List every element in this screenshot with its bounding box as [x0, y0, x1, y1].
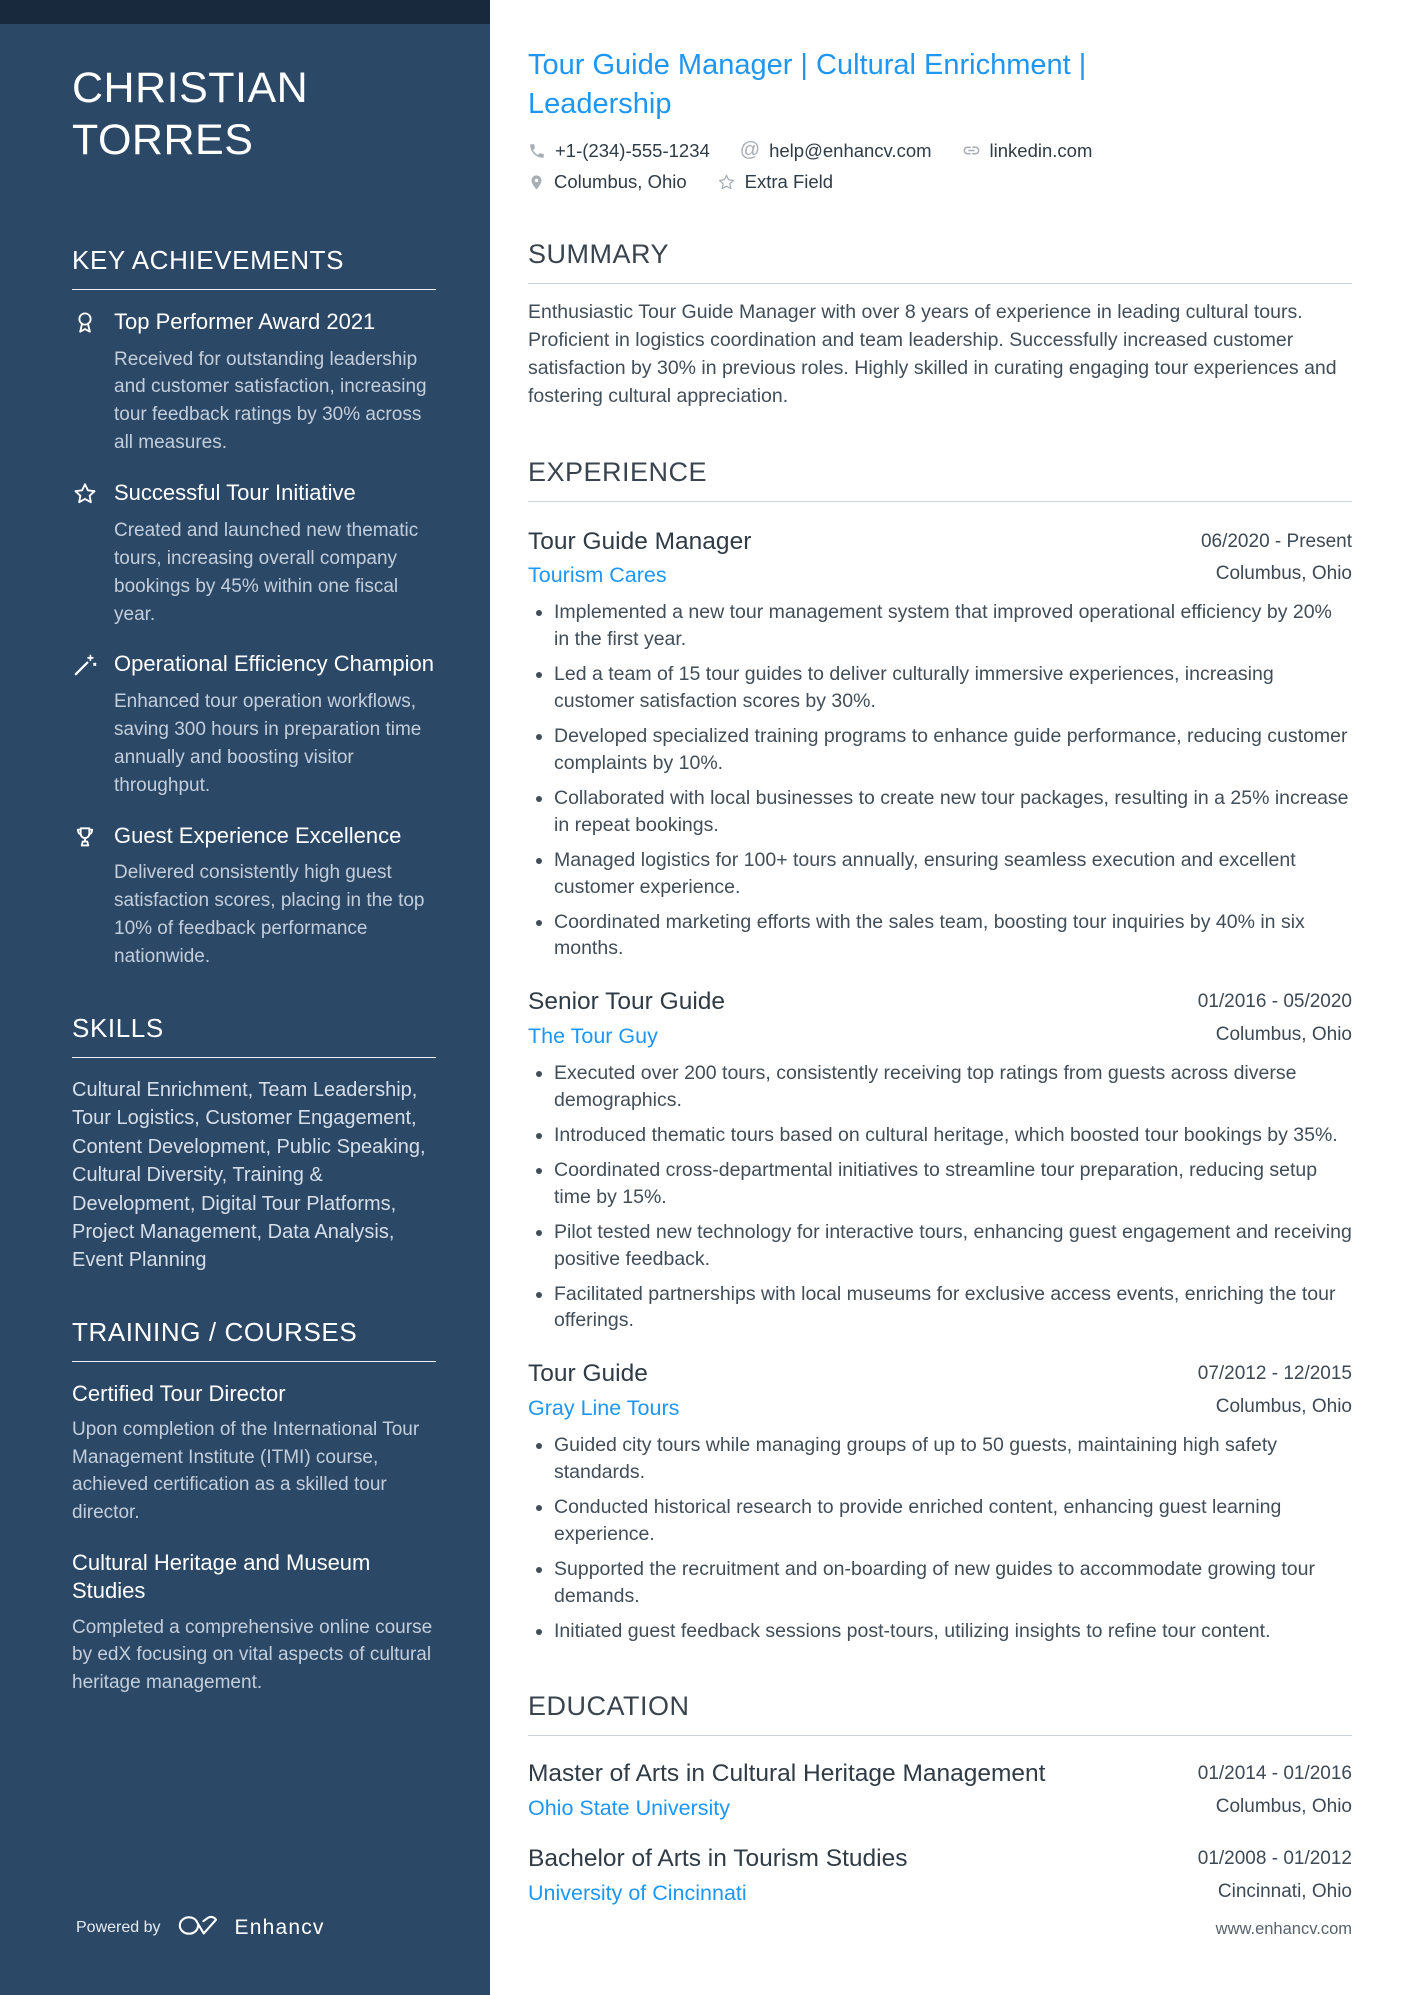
bullet-item: • Implemented a new tour management system that improved operational efficiency by 20% in the first year. [554, 599, 1352, 653]
job-dates: 07/2012 - 12/2015 [1197, 1363, 1352, 1385]
degree-dates: 01/2014 - 01/2016 [1197, 1762, 1352, 1784]
job-location: Columbus, Ohio [1215, 1024, 1352, 1046]
degree-title: Bachelor of Arts in Tourism Studies [528, 1844, 908, 1872]
course-title: Cultural Heritage and Museum Studies [72, 1549, 371, 1604]
job-dates: 01/2016 - 05/2020 [1197, 991, 1352, 1013]
course-desc: Completed a comprehensive online course by edX focusing on vital aspects of cultural heritage management. [72, 1616, 433, 1693]
contact-row-2 [528, 171, 1352, 193]
email-icon: @ [739, 139, 761, 162]
star-outline-icon [717, 173, 736, 192]
course-item [72, 1549, 436, 1697]
job-role: Senior Tour Guide [528, 988, 726, 1016]
bullet-list [528, 1432, 1352, 1644]
trophy-icon [72, 822, 99, 971]
school-location: Cincinnati, Ohio [1217, 1881, 1352, 1903]
location-contact[interactable] [528, 171, 687, 193]
enhancv-wordmark: Enhancv [234, 1916, 325, 1939]
linkedin-contact[interactable] [962, 140, 1093, 162]
job-entry [528, 986, 1352, 1334]
achievement-desc: Delivered consistently high guest satisfaction scores, placing in the top 10% of feedback performance nationwide. [114, 862, 425, 968]
skills-list: Cultural Enrichment, Team Leadership, Tour Logistics, Customer Engagement, Content Development, Public Speaking, Cultural Diversity, Training & Development, Digital Tour Platforms, Project Management, Data Analysis, Event Planning [72, 1079, 426, 1272]
job-company-link[interactable]: The Tour Guy [528, 1024, 658, 1049]
course-item [72, 1380, 436, 1527]
bullet-item: • Supported the recruitment and on-boarding of new guides to accommodate growing tour demands. [554, 1556, 1352, 1610]
bullet-item: • Led a team of 15 tour guides to deliver culturally immersive experiences, increasing customer satisfaction scores by 30%. [554, 661, 1352, 715]
job-role: Tour Guide [528, 1360, 648, 1388]
skills-title: SKILLS [72, 1013, 436, 1058]
achievement-item [72, 822, 436, 971]
education-section [528, 1691, 1352, 1907]
course-desc: Upon completion of the International Tour Management Institute (ITMI) course, achieved certification as a skilled tour director. [72, 1419, 420, 1523]
sidebar [0, 0, 490, 1995]
powered-by-label: Powered by [76, 1919, 161, 1936]
summary-heading: SUMMARY [528, 239, 1352, 284]
bullet-item: • Executed over 200 tours, consistently receiving top ratings from guests across diverse demographics. [554, 1060, 1352, 1114]
summary-section [528, 239, 1352, 411]
achievement-title: Top Performer Award 2021 [114, 308, 376, 334]
job-company-link[interactable]: Gray Line Tours [528, 1396, 680, 1421]
contact-row-1 [528, 139, 1352, 162]
sidebar-top-strip [0, 0, 490, 24]
key-achievements-section [72, 245, 436, 971]
link-icon [962, 141, 981, 160]
job-entry [528, 526, 1352, 963]
education-entry [528, 1843, 1352, 1906]
achievement-desc: Created and launched new thematic tours, increasing overall company bookings by 45% within one fiscal year. [114, 519, 419, 625]
achievement-item [72, 308, 436, 457]
candidate-name: CHRISTIAN TORRES [72, 64, 309, 165]
school-link[interactable]: University of Cincinnati [528, 1881, 747, 1906]
enhancv-website-link[interactable]: www.enhancv.com [1215, 1920, 1352, 1938]
main-content [490, 0, 1410, 1995]
achievement-title: Successful Tour Initiative [114, 480, 356, 506]
achievement-title: Operational Efficiency Champion [114, 651, 434, 677]
bullet-item: • Conducted historical research to provide enriched content, enhancing guest learning experience. [554, 1494, 1352, 1548]
phone-icon [528, 142, 546, 160]
location-text: Columbus, Ohio [554, 171, 687, 193]
experience-section [528, 457, 1352, 1645]
sidebar-content [0, 24, 490, 1718]
bullet-list [528, 599, 1352, 962]
degree-dates: 01/2008 - 01/2012 [1197, 1847, 1352, 1869]
extra-field-contact[interactable] [717, 171, 833, 193]
wand-icon [72, 650, 99, 799]
star-icon [72, 479, 99, 628]
email-contact[interactable] [740, 139, 932, 162]
job-location: Columbus, Ohio [1215, 563, 1352, 585]
bullet-list [528, 1060, 1352, 1334]
key-achievements-title: KEY ACHIEVEMENTS [72, 245, 436, 290]
achievement-desc: Enhanced tour operation workflows, saving 300 hours in preparation time annually and boosting visitor throughput. [114, 691, 422, 796]
bullet-item: • Initiated guest feedback sessions post-tours, utilizing insights to refine tour content. [554, 1618, 1352, 1645]
education-entry [528, 1758, 1352, 1821]
enhancv-logo-icon [176, 1913, 220, 1943]
school-location: Columbus, Ohio [1215, 1795, 1352, 1817]
job-entry [528, 1358, 1352, 1644]
bullet-item: • Managed logistics for 100+ tours annually, ensuring seamless execution and excellent customer experience. [554, 847, 1352, 901]
bullet-item: • Pilot tested new technology for interactive tours, enhancing guest engagement and receiving positive feedback. [554, 1219, 1352, 1273]
job-company-link[interactable]: Tourism Cares [528, 563, 667, 588]
powered-by-footer [0, 1913, 490, 1995]
resume-headline: Tour Guide Manager | Cultural Enrichment | Leadership [528, 49, 1087, 120]
job-role: Tour Guide Manager [528, 527, 752, 555]
bullet-item: • Facilitated partnerships with local museums for exclusive access events, enriching the tour offerings. [554, 1281, 1352, 1335]
achievement-item [72, 650, 436, 799]
training-section [72, 1317, 436, 1697]
bullet-item: • Guided city tours while managing groups of up to 50 guests, maintaining high safety standards. [554, 1432, 1352, 1486]
job-dates: 06/2020 - Present [1200, 530, 1352, 552]
location-pin-icon [528, 174, 545, 191]
education-heading: EDUCATION [528, 1691, 1352, 1736]
course-title: Certified Tour Director [72, 1380, 286, 1406]
email-address: help@enhancv.com [769, 139, 932, 161]
bullet-item: • Coordinated cross-departmental initiatives to streamline tour preparation, reducing setup time by 15%. [554, 1157, 1352, 1211]
summary-text: Enthusiastic Tour Guide Manager with over 8 years of experience in leading cultural tours. Proficient in logistics coordination and team leadership. Successfully increased customer satisfaction by 30% in previous roles. Highly skilled in curating engaging tour experiences and fostering cultural appreciation. [528, 301, 1337, 407]
job-location: Columbus, Ohio [1215, 1396, 1352, 1418]
bullet-item: • Developed specialized training programs to enhance guide performance, reducing customer complaints by 10%. [554, 723, 1352, 777]
degree-title: Master of Arts in Cultural Heritage Management [528, 1759, 1046, 1787]
training-title: TRAINING / COURSES [72, 1317, 436, 1362]
achievement-item [72, 479, 436, 628]
bullet-item: • Introduced thematic tours based on cultural heritage, which boosted tour bookings by 35%. [554, 1122, 1352, 1149]
phone-contact[interactable] [528, 140, 710, 162]
extra-field-text: Extra Field [744, 171, 834, 193]
skills-section [72, 1013, 436, 1275]
achievement-title: Guest Experience Excellence [114, 822, 402, 848]
school-link[interactable]: Ohio State University [528, 1795, 730, 1820]
achievement-desc: Received for outstanding leadership and customer satisfaction, increasing tour feedback ratings by 30% across all measures. [114, 348, 427, 454]
medal-icon [72, 308, 99, 457]
bullet-item: • Coordinated marketing efforts with the sales team, boosting tour inquiries by 40% in six months. [554, 909, 1352, 963]
bullet-item: • Collaborated with local businesses to create new tour packages, resulting in a 25% increase in repeat bookings. [554, 785, 1352, 839]
linkedin-url: linkedin.com [989, 139, 1093, 161]
experience-heading: EXPERIENCE [528, 457, 1352, 502]
phone-number: +1-(234)-555-1234 [555, 139, 710, 161]
